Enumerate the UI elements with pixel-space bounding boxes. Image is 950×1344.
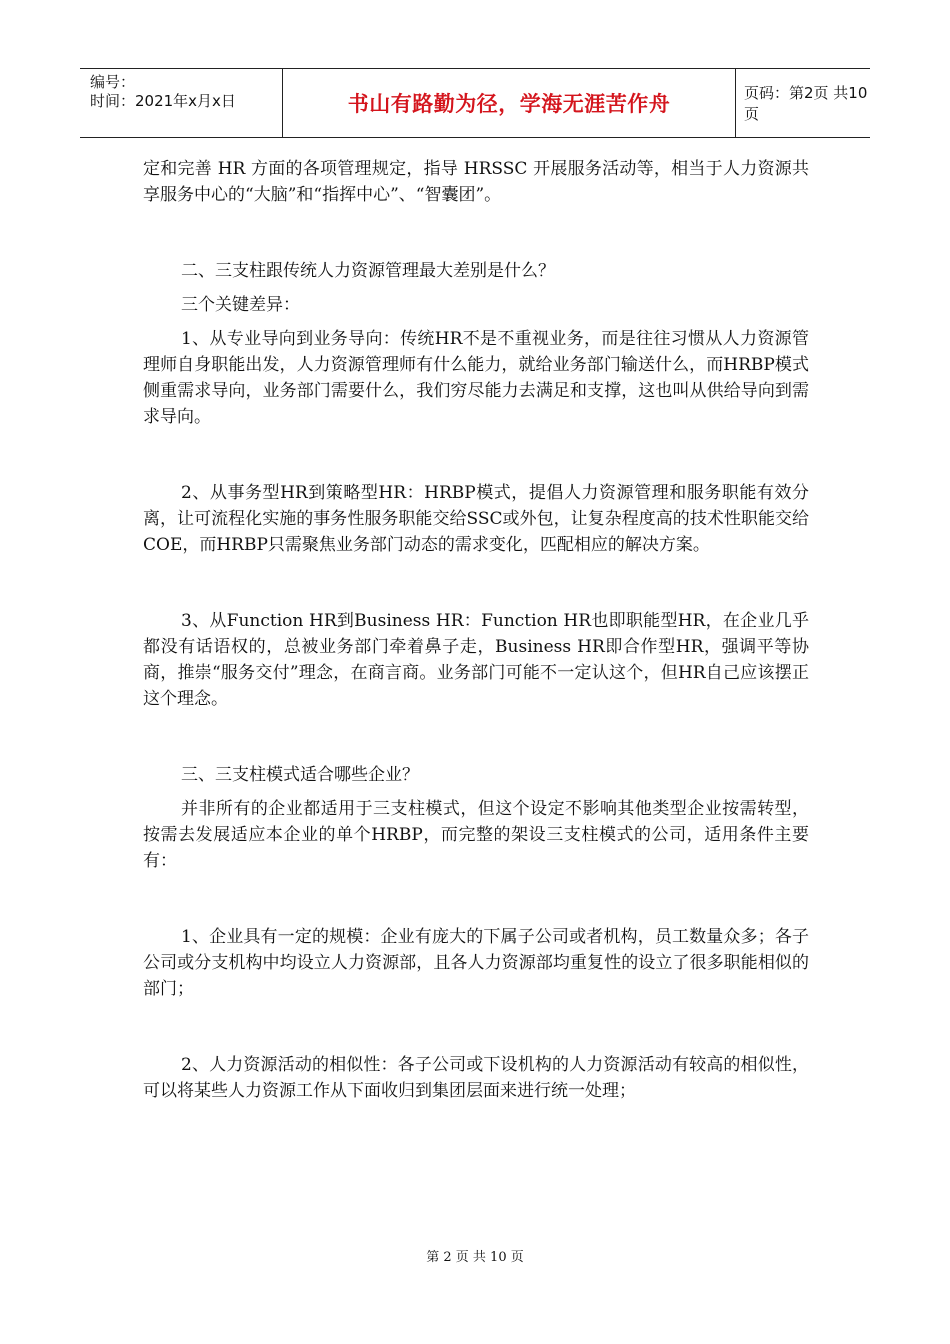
paragraph: 1、从专业导向到业务导向：传统HR不是不重视业务，而是往往习惯从人力资源管理师自身职能出发，人力资源管理师有什么能力，就给业务部门输送什么，而HRBP模式侧重需求导向，业务部门需要什么，我们穷尽能力去满足和支撑，这也叫从供给导向到需求导向。 (143, 329, 809, 427)
page-header (80, 68, 870, 138)
code-label: 编号： (90, 73, 136, 91)
header-motto: 书山有路勤为径，学海无涯苦作舟 (282, 69, 736, 137)
header-meta (80, 69, 282, 137)
paragraph: 并非所有的企业都适用于三支柱模式，但这个设定不影响其他类型企业按需转型，按需去发展适应本企业的单个HRBP，而完整的架设三支柱模式的公司，适用条件主要有： (143, 799, 809, 871)
date-label: 时间：2021年x月x日 (90, 92, 236, 110)
paragraph: 1、企业具有一定的规模：企业有庞大的下属子公司或者机构，员工数量众多；各子公司或分支机构中均设立人力资源部，且各人力资源部均重复性的设立了很多职能相似的部门； (143, 927, 809, 999)
paragraph: 2、人力资源活动的相似性：各子公司或下设机构的人力资源活动有较高的相似性，可以将某些人力资源工作从下面收归到集团层面来进行统一处理； (143, 1055, 809, 1101)
paragraph: 定和完善 HR 方面的各项管理规定，指导 HRSSC 开展服务活动等，相当于人力资源共享服务中心的“大脑”和“指挥中心”、“智囊团”。 (143, 159, 809, 205)
document-body (143, 156, 809, 1104)
header-page-info: 页码：第2页 共10页 (744, 84, 868, 123)
section-heading: 二、三支柱跟传统人力资源管理最大差别是什么？ (181, 261, 555, 281)
paragraph: 2、从事务型HR到策略型HR：HRBP模式，提倡人力资源管理和服务职能有效分离，让可流程化实施的事务性服务职能交给SSC或外包，让复杂程度高的技术性职能交给COE，而HRBP只需聚焦业务部门动态的需求变化，匹配相应的解决方案。 (143, 483, 809, 555)
paragraph: 三个关键差异： (181, 295, 300, 315)
page-footer: 第 2 页 共 10 页 (426, 1250, 524, 1265)
section-heading: 三、三支柱模式适合哪些企业？ (181, 765, 419, 785)
paragraph: 3、从Function HR到Business HR：Function HR也即职能型HR，在企业几乎都没有话语权的，总被业务部门牵着鼻子走，Business HR即合作型HR，强调平等协商，推崇“服务交付”理念，在商言商。业务部门可能不一定认这个，但HR自己应该摆正这个理念。 (143, 611, 809, 709)
